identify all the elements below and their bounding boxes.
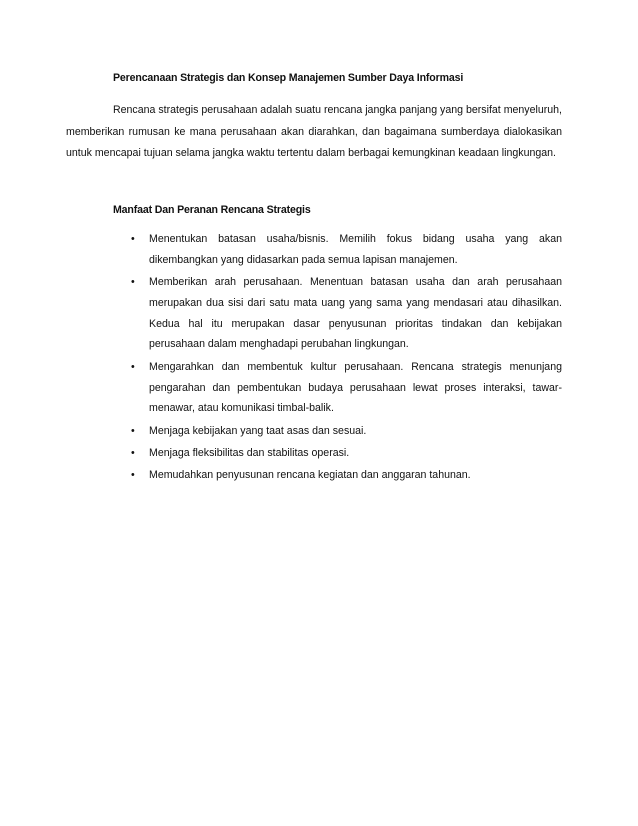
document-title: Perencanaan Strategis dan Konsep Manajemen Sumber Daya Informasi xyxy=(113,72,464,84)
bullet-icon: • xyxy=(131,469,135,482)
bullet-icon: • xyxy=(131,424,135,437)
list-item xyxy=(131,465,562,486)
intro-paragraph: Rencana strategis perusahaan adalah suatu rencana jangka panjang yang bersifat menyeluruh, memberikan rumusan ke mana perusahaan akan diarahkan, dan bagaimana sumberdaya dialokasikan untuk mencapai tujuan selama jangka waktu tertentu dalam berbagai kemungkinan keadaan lingkungan. xyxy=(66,104,562,160)
bullet-icon: • xyxy=(131,360,135,373)
bullet-list xyxy=(131,229,562,488)
bullet-icon: • xyxy=(131,446,135,459)
list-item xyxy=(131,229,562,271)
bullet-icon: • xyxy=(131,276,135,289)
list-item xyxy=(131,357,562,419)
bullet-icon: • xyxy=(131,233,135,245)
section-heading: Manfaat Dan Peranan Rencana Strategis xyxy=(113,204,311,216)
list-item-text: Memudahkan penyusunan rencana kegiatan dan anggaran tahunan. xyxy=(149,469,471,482)
list-item xyxy=(131,272,562,355)
list-item-text: Mengarahkan dan membentuk kultur perusahaan. Rencana strategis menunjang pengarahan dan pembentukan budaya perusahaan lewat proses interaksi, tawar-menawar, atau komunikasi timbal-balik. xyxy=(149,360,562,415)
list-item-text: Menjaga kebijakan yang taat asas dan sesuai. xyxy=(149,424,367,437)
list-item-text: Memberikan arah perusahaan. Menentuan batasan usaha dan arah perusahaan merupakan dua sisi dari satu mata uang yang sama yang mendasari atau dihasilkan. Kedua hal itu merupakan dasar penyusunan prioritas tindakan dan kebijakan perusahaan dalam menghadapi perubahan lingkungan. xyxy=(149,276,562,351)
list-item xyxy=(131,421,562,442)
list-item-text: Menjaga fleksibilitas dan stabilitas operasi. xyxy=(149,446,350,459)
list-item-text: Menentukan batasan usaha/bisnis. Memilih fokus bidang usaha yang akan dikembangkan yang didasarkan pada semua lapisan manajemen. xyxy=(149,233,562,266)
list-item xyxy=(131,443,562,464)
